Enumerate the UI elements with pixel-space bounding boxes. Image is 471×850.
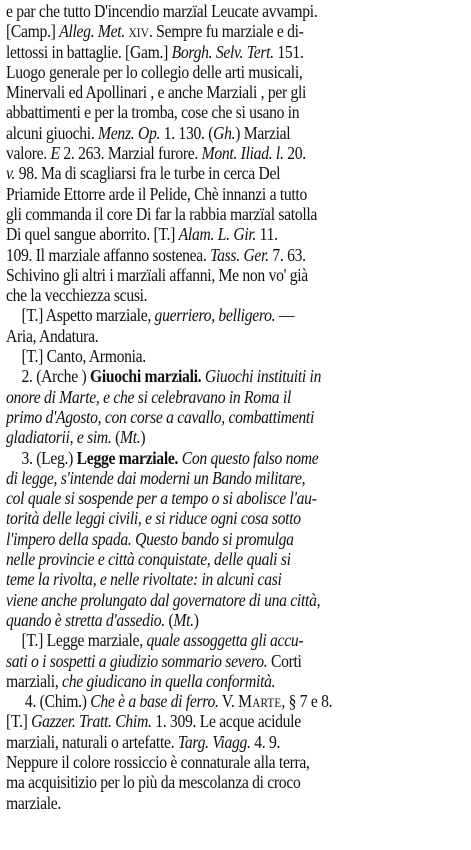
italic-text: Borgh. Selv. Tert. (171, 41, 274, 62)
italic-text: col quale si sospende per a tempo o si abolisce l'au- (6, 488, 317, 509)
italic-text: Alleg. Met. (59, 21, 125, 42)
text-line (6, 21, 464, 41)
text-segment: . Sempre fu marziale e di- (148, 21, 304, 42)
text-line (6, 184, 464, 204)
text-segment: [T.] Aspetto marziale, (21, 305, 155, 326)
italic-text: che giudicano in quella conformità. (62, 670, 276, 691)
text-segment: [T.] Legge marziale, (21, 630, 147, 651)
text-line (6, 62, 464, 82)
italic-text: quale assoggetta gli accu- (146, 630, 304, 651)
text-segment: , § 7 e 8. (281, 691, 333, 712)
bold-headword: Legge marziale. (76, 447, 179, 468)
text-segment: marziali, (6, 670, 63, 691)
text-line (6, 671, 464, 691)
italic-text: onore di Marte, e che si celebravano in Roma il (6, 386, 291, 407)
text-line (6, 326, 464, 346)
text-line (6, 143, 464, 163)
text-segment: Neppure il colore rossiccio è connaturale alla terra, (6, 751, 310, 772)
text-line (6, 123, 464, 143)
text-segment: Priamide Ettorre arde il Pelide, Chè innanzi a tutto (6, 183, 307, 204)
italic-text: viene anche prolungato dal governatore di una città, (6, 589, 321, 610)
text-line (6, 651, 464, 671)
text-line (6, 82, 464, 102)
text-line (6, 245, 464, 265)
text-segment: Aria, Andatura. (6, 325, 99, 346)
text-segment: 3. (Leg.) (21, 447, 77, 468)
text-segment: ( (164, 609, 174, 630)
text-segment: [T.] Canto, Armonia. (21, 346, 146, 367)
text-line (6, 163, 464, 183)
small-caps-text: Marte (238, 691, 282, 712)
text-segment: ma acquisitizio per lo più da mescolanza di croco (6, 772, 301, 793)
italic-text: teme la rivolta, e nelle rivoltate: in alcuni casi (6, 569, 282, 590)
text-segment: 20. (283, 143, 306, 164)
text-segment: [T.] (6, 711, 32, 732)
italic-text: E (50, 143, 60, 164)
text-line (6, 42, 464, 62)
text-segment: 4. (Chim.) (24, 691, 91, 712)
text-line (6, 732, 464, 752)
text-segment: Minervali ed Apollinari , e anche Marziali , per gli (6, 82, 307, 103)
text-segment: V. (218, 691, 239, 712)
text-segment: ( (111, 427, 121, 448)
text-line (6, 590, 464, 610)
text-line (6, 102, 464, 122)
text-segment: alcuni giuochi. (6, 122, 99, 143)
text-line (6, 529, 464, 549)
text-segment: 7. 63. (268, 244, 306, 265)
text-line (6, 346, 471, 366)
italic-text: torità delle leggi civili, e si riduce ogni cosa sotto (6, 508, 301, 529)
text-line (6, 488, 464, 508)
text-segment: gli commanda il core Di far la rabbia marzïal satolla (6, 203, 318, 224)
text-line (6, 630, 471, 650)
bold-headword: Giuochi marziali. (89, 366, 202, 387)
text-line (6, 772, 464, 792)
italic-text: Gh. (213, 122, 236, 143)
text-segment: Di quel sangue aborrito. [T.] (6, 224, 179, 245)
text-segment: — (275, 305, 295, 326)
text-segment: che la vecchiezza scusi. (6, 285, 148, 306)
text-segment: ) (140, 427, 146, 448)
italic-text: Gazzer. Tratt. Chim. (31, 711, 152, 732)
italic-text: sati o i sospetti a giudizio sommario severo. (6, 650, 268, 671)
text-segment: Luogo generale per lo collegio delle arti musicali, (6, 61, 303, 82)
text-line (6, 508, 464, 528)
text-segment: Schivino gli altri i marzïali affanni, Me non vo' già (6, 264, 308, 285)
text-line (6, 407, 464, 427)
italic-text: Che è a base di ferro. (90, 691, 219, 712)
text-line (6, 610, 464, 630)
italic-text: di legge, s'intende dai moderni un Bando militare, (6, 467, 306, 488)
text-line (6, 691, 471, 711)
text-segment: 151. (273, 41, 304, 62)
text-line (6, 1, 464, 21)
italic-text: guerriero, belligero. (154, 305, 276, 326)
italic-text: Menz. Op. (98, 122, 161, 143)
italic-text: Mt. (120, 427, 141, 448)
text-segment: marziali, naturali o artefatte. (6, 731, 178, 752)
text-line (6, 224, 464, 244)
text-segment: e par che tutto D'incendio marzïal Leucate avvampi. (6, 1, 318, 21)
italic-text: quando è stretta d'assedio. (6, 609, 165, 630)
text-segment: lettossi in battaglie. [Gam.] (6, 41, 172, 62)
text-line (6, 549, 464, 569)
text-segment: 2. 263. Marzial furore. (59, 143, 202, 164)
text-line (6, 285, 464, 305)
italic-text: v. (6, 163, 16, 184)
text-line (6, 468, 464, 488)
text-segment: 98. Ma di scagliarsi fra le turbe in cerca Del (15, 163, 281, 184)
small-caps-text: xiv (128, 21, 149, 42)
italic-text: primo d'Agosto, con corse a cavallo, combattimenti (6, 406, 315, 427)
text-segment: Corti (267, 650, 302, 671)
italic-text: Targ. Viagg. (177, 731, 251, 752)
italic-text: l'impero della spada. Questo bando si promulga (6, 528, 294, 549)
italic-text: Tass. Ger. (210, 244, 269, 265)
text-segment: [Camp.] (6, 21, 60, 42)
italic-text: Giuochi instituiti in (204, 366, 322, 387)
text-line (6, 793, 464, 813)
text-line (6, 427, 464, 447)
italic-text: Alam. L. Gir. (178, 224, 257, 245)
text-segment: marziale. (6, 792, 62, 813)
text-segment: valore. (6, 143, 51, 164)
text-line (6, 265, 464, 285)
text-line (6, 366, 471, 386)
text-segment: 4. 9. (250, 731, 281, 752)
text-segment: ) Marzial (235, 122, 291, 143)
text-segment: 109. Il marziale affanno sostenea. (6, 244, 211, 265)
text-line (6, 387, 464, 407)
italic-text: Mont. Iliad. l. (201, 143, 284, 164)
text-segment: ) (193, 609, 199, 630)
text-segment: 1. 130. ( (160, 122, 214, 143)
text-line (6, 204, 464, 224)
text-segment: 2. (Arche ) (21, 366, 90, 387)
italic-text: gladiatorii, e sim. (6, 427, 112, 448)
text-line (6, 711, 464, 731)
text-segment: 1. 309. Le acque acidule (151, 711, 301, 732)
text-segment: 11. (256, 224, 278, 245)
text-line (6, 305, 471, 325)
text-line (6, 569, 464, 589)
italic-text: Mt. (173, 609, 194, 630)
text-line (6, 752, 464, 772)
text-segment: abbattimenti e per la tromba, cose che si usano in (6, 102, 300, 123)
italic-text: nelle provincie e città conquistate, delle quali si (6, 549, 291, 570)
italic-text: Con questo falso nome (181, 447, 319, 468)
text-line (6, 448, 471, 468)
